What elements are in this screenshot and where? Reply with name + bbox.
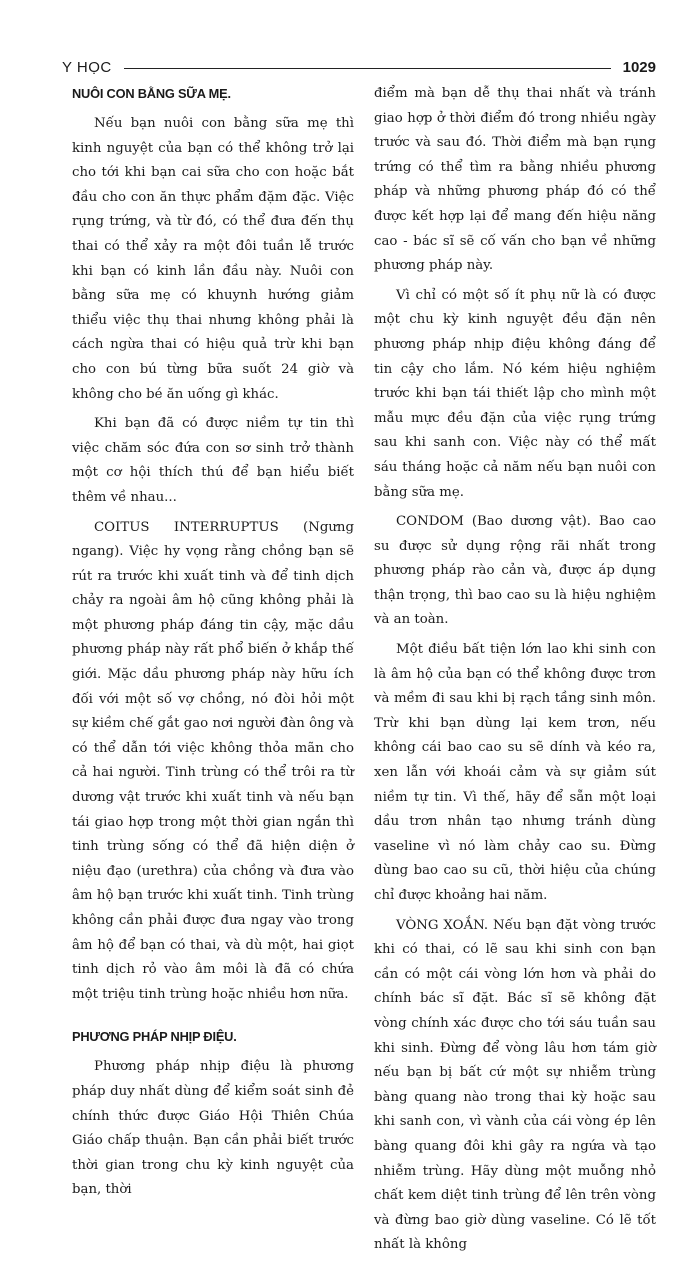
- paragraph: CONDOM (Bao dương vật). Bao cao su được sử dụng rộng rãi nhất trong phương pháp rào cản và, được áp dụng thận trọng, thì bao cao su là hiệu nghiệm và an toàn.: [374, 514, 656, 628]
- paragraph: Khi bạn đã có được niềm tự tin thì việc chăm sóc đứa con sơ sinh trở thành một cơ hội thích thú để bạn hiểu biết thêm về nhau...: [72, 416, 354, 505]
- heading-rhythm-method: PHƯƠNG PHÁP NHỊP ĐIỆU.: [72, 1029, 237, 1045]
- section-title: Y HỌC: [62, 58, 112, 76]
- paragraph: Phương pháp nhịp điệu là phương pháp duy nhất dùng để kiểm soát sinh đẻ chính thức được Giáo Hội Thiên Chúa Giáo chấp thuận. Bạn cần phải biết trước thời gian trong chu kỳ kinh nguyệt của bạn, thời: [72, 1059, 354, 1198]
- running-header: [62, 56, 656, 78]
- left-column: [72, 82, 354, 1208]
- paragraph: điểm mà bạn dễ thụ thai nhất và tránh giao hợp ở thời điểm đó trong nhiều ngày trước và sau đó. Thời điểm mà bạn rụng trứng có thể tìm ra bằng nhiều phương pháp và những phương pháp đó có thể được kết hợp lại để mang đến hiệu năng cao - bác sĩ sẽ cố vấn cho bạn về những phương pháp này.: [374, 86, 656, 274]
- paragraph: Nếu bạn nuôi con bằng sữa mẹ thì kinh nguyệt của bạn có thể không trở lại cho tới khi bạn cai sữa cho con hoặc bắt đầu cho con ăn thực phẩm đặm đặc. Việc rụng trứng, và từ đó, có thể đưa đến thụ thai có thể xảy ra một đôi tuần lễ trước khi bạn có kinh lần đầu này. Nuôi con bằng sữa mẹ có khuynh hướng giảm thiểu việc thụ thai nhưng không phải là cách ngừa thai có hiệu quả trừ khi bạn cho con bú từng bữa suốt 24 giờ và không cho bé ăn uống gì khác.: [72, 116, 354, 402]
- header-rule: [124, 68, 611, 69]
- paragraph: COITUS INTERRUPTUS (Ngưng ngang). Việc hy vọng rằng chồng bạn sẽ rút ra trước khi xuất tinh và để tinh dịch chảy ra ngoài âm hộ cũng không phải là một phương pháp đáng tin cậy, mặc dầu phương pháp này rất phổ biến ở khắp thế giới. Mặc dầu phương pháp này hữu ích đối với một số vợ chồng, nó đòi hỏi một sự kiềm chế gắt gao nơi người đàn ông và có thể dẫn tới việc không thỏa mãn cho cả hai người. Tinh trùng có thể trôi ra từ dương vật trước khi xuất tinh và nếu bạn tái giao hợp trong một thời gian ngắn thì tinh trùng sống có thể đã hiện diện ở niệu đạo (urethra) của chồng và đưa vào âm hộ bạn trước khi xuất tinh. Tinh trùng không cần phải được đưa ngay vào trong âm hộ để bạn có thai, và dù một, hai giọt tinh dịch rỏ vào âm môi là đã có chứa một triệu tinh trùng hoặc nhiều hơn nữa.: [72, 519, 354, 1002]
- page-number: 1029: [622, 58, 656, 76]
- paragraph: VÒNG XOẮN. Nếu bạn đặt vòng trước khi có thai, có lẽ sau khi sinh con bạn cần có một cái vòng lớn hơn và phải do chính bác sĩ đặt. Bác sĩ sẽ không đặt vòng chính xác được cho tới sáu tuần sau khi sinh. Đừng để vòng lâu hơn tám giờ nếu bạn bị bất cứ một sự nhiễm trùng bàng quang nào trong thai kỳ hoặc sau khi sanh con, vì vành của cái vòng ép lên bàng quang đôi khi gây ra ngứa và tạo nhiễm trùng. Hãy dùng một muỗng nhỏ chất kem diệt tinh trùng để lên trên vòng và đừng bao giờ dùng vaseline. Có lẽ tốt nhất là không: [374, 917, 656, 1253]
- heading-breastfeeding: NUÔI CON BẰNG SỮA MẸ.: [72, 86, 231, 101]
- paragraph: Một điều bất tiện lớn lao khi sinh con là âm hộ của bạn có thể không được trơn và mềm đi sau khi bị rạch tầng sinh môn. Trừ khi bạn dùng lại kem trơn, nếu không cái bao cao su sẽ dính và kéo ra, xen lẫn với khoái cảm và sự giảm sút niềm tự tin. Vì thế, hãy để sẵn một loại dầu trơn nhân tạo nhưng tránh dùng vaseline vì nó làm chảy cao su. Đừng dùng bao cao su cũ, thời hiệu của chúng chỉ được khoảng hai năm.: [374, 642, 656, 903]
- right-column: [374, 82, 656, 1263]
- paragraph: Vì chỉ có một số ít phụ nữ là có được một chu kỳ kinh nguyệt đều đặn nên phương pháp nhịp điệu không đáng để tin cậy cho lắm. Nó kém hiệu nghiệm trước khi bạn tái thiết lập cho mình một mẫu mực đều đặn của việc rụng trứng sau khi sanh con. Việc này có thể mất sáu tháng hoặc cả năm nếu bạn nuôi con bằng sữa mẹ.: [374, 287, 656, 500]
